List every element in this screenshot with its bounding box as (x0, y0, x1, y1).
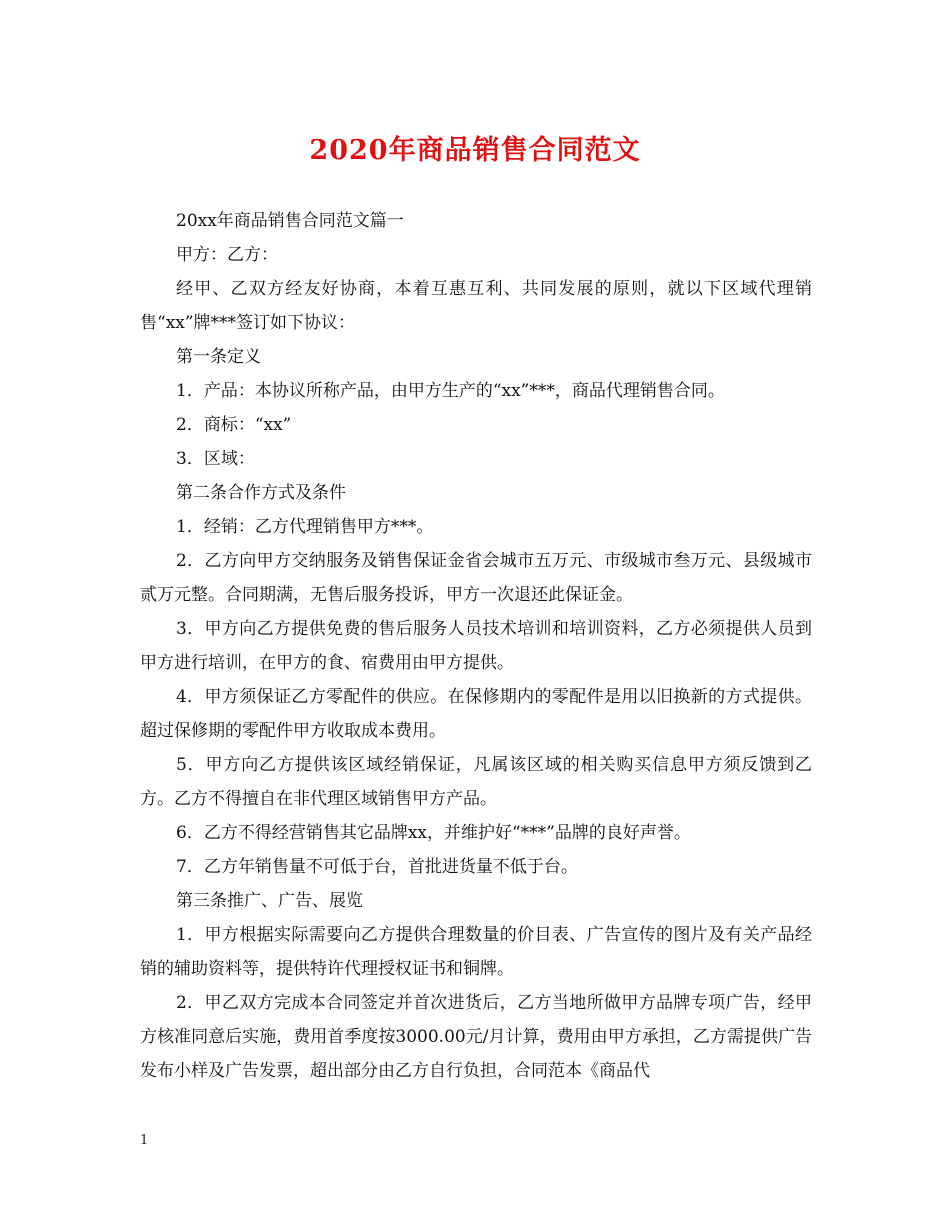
paragraph-parties: 甲方：乙方： (176, 245, 278, 265)
section-heading-3: 第三条推广、广告、展览 (176, 891, 363, 911)
section-heading-2: 第二条合作方式及条件 (176, 483, 346, 503)
clause-2-2: 2．乙方向甲方交纳服务及销售保证金省会城市五万元、市级城市叁万元、县级城市贰万元整。合同期满，无售后服务投诉，甲方一次退还此保证金。 (140, 551, 812, 605)
clause-3-2: 2．甲乙双方完成本合同签定并首次进货后，乙方当地所做甲方品牌专项广告，经甲方核准同意后实施，费用首季度按3000.00元/月计算，费用由甲方承担，乙方需提供广告发布小样及广告发票，超出部分由乙方自行负担，合同范本《商品代 (140, 993, 812, 1081)
section-heading-1: 第一条定义 (176, 347, 261, 367)
clause-2-6: 6．乙方不得经营销售其它品牌xx，并维护好“***”品牌的良好声誉。 (176, 823, 691, 843)
clause-2-1: 1．经销：乙方代理销售甲方***。 (176, 517, 434, 537)
clause-2-3: 3．甲方向乙方提供免费的售后服务人员技术培训和培训资料，乙方必须提供人员到甲方进行培训，在甲方的食、宿费用由甲方提供。 (140, 619, 812, 673)
clause-1-3: 3．区域： (176, 449, 255, 469)
clause-2-4: 4．甲方须保证乙方零配件的供应。在保修期内的零配件是用以旧换新的方式提供。超过保修期的零配件甲方收取成本费用。 (140, 687, 812, 741)
clause-2-5: 5．甲方向乙方提供该区域经销保证，凡属该区域的相关购买信息甲方须反馈到乙方。乙方不得擅自在非代理区域销售甲方产品。 (140, 755, 812, 809)
clause-2-7: 7．乙方年销售量不可低于台，首批进货量不低于台。 (176, 857, 578, 877)
page-number: 1 (140, 1133, 149, 1148)
document-body (140, 204, 812, 1088)
clause-1-1: 1．产品：本协议所称产品，由甲方生产的“xx”***，商品代理销售合同。 (176, 381, 725, 401)
clause-3-1: 1．甲方根据实际需要向乙方提供合理数量的价目表、广告宣传的图片及有关产品经销的辅助资料等，提供特许代理授权证书和铜牌。 (140, 925, 812, 979)
paragraph-heading: 20xx年商品销售合同范文篇一 (176, 211, 404, 231)
paragraph-preamble: 经甲、乙双方经友好协商，本着互惠互利、共同发展的原则，就以下区域代理销售“xx”牌***签订如下协议： (140, 279, 812, 333)
clause-1-2: 2．商标：“xx” (176, 415, 292, 435)
document-title: 2020年商品销售合同范文 (309, 135, 641, 166)
